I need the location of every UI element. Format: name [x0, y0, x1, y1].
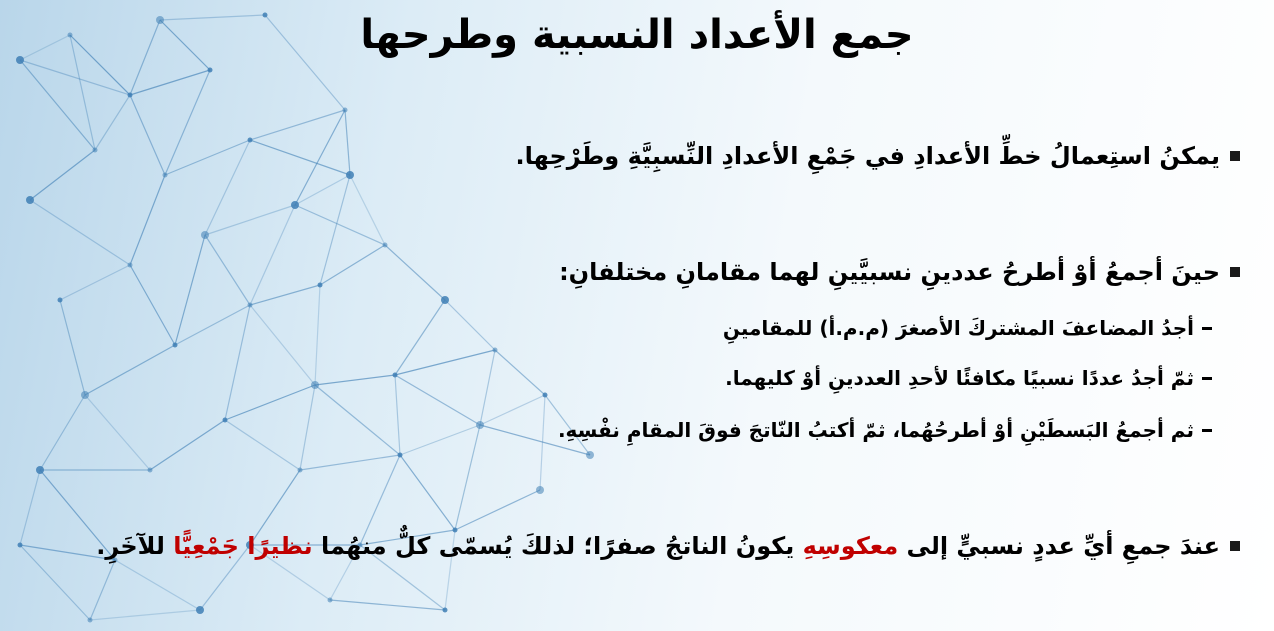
sub-item-text: ثمّ أجدُ عددًا نسبيًا مكافئًا لأحدِ العددينِ أوْ كليهما. — [725, 366, 1194, 390]
bullet-text: يمكنُ استِعمالُ خطِّ الأعدادِ في جَمْعِ الأعدادِ النِّسبِيَّةِ وطَرْحِها. — [515, 142, 1220, 170]
text-part: يكونُ الناتجُ صفرًا؛ لذلكَ يُسمّى كلٌّ منهُما — [321, 532, 795, 560]
bullet-point — [559, 258, 1240, 286]
bullet-square-icon — [1230, 267, 1240, 277]
dash-bullet-icon — [1202, 327, 1212, 330]
bullet-text: حينَ أجمعُ أوْ أطرحُ عددينِ نسبيَّينِ لهما مقامانِ مختلفانِ: — [559, 258, 1220, 286]
text-part: عندَ جمعِ أيِّ عددٍ نسبيٍّ إلى — [906, 532, 1220, 560]
sub-list-item — [558, 418, 1212, 442]
bullet-square-icon — [1230, 151, 1240, 161]
bullet-point — [516, 142, 1241, 170]
sub-list-item — [723, 316, 1212, 340]
bullet-text — [96, 532, 1220, 560]
sub-list-item — [725, 366, 1212, 390]
dash-bullet-icon — [1202, 429, 1212, 432]
bullet-point — [96, 532, 1240, 560]
highlight-term: معكوسِهِ — [802, 532, 899, 560]
text-part: للآخَرِ. — [96, 532, 165, 560]
bullet-square-icon — [1230, 541, 1240, 551]
sub-item-text: ثم أجمعُ البَسطَيْنِ أوْ أطرحُهُما، ثمّ أكتبُ النّاتجَ فوقَ المقامِ نفْسِهِ. — [557, 418, 1194, 442]
highlight-term: نظيرًا جَمْعِيًّا — [173, 532, 313, 560]
sub-item-text: أجدُ المضاعفَ المشتركَ الأصغرَ (م.م.أ) للمقامينِ — [722, 316, 1194, 340]
slide-title: جمع الأعداد النسبية وطرحها — [360, 12, 914, 58]
dash-bullet-icon — [1202, 377, 1212, 380]
